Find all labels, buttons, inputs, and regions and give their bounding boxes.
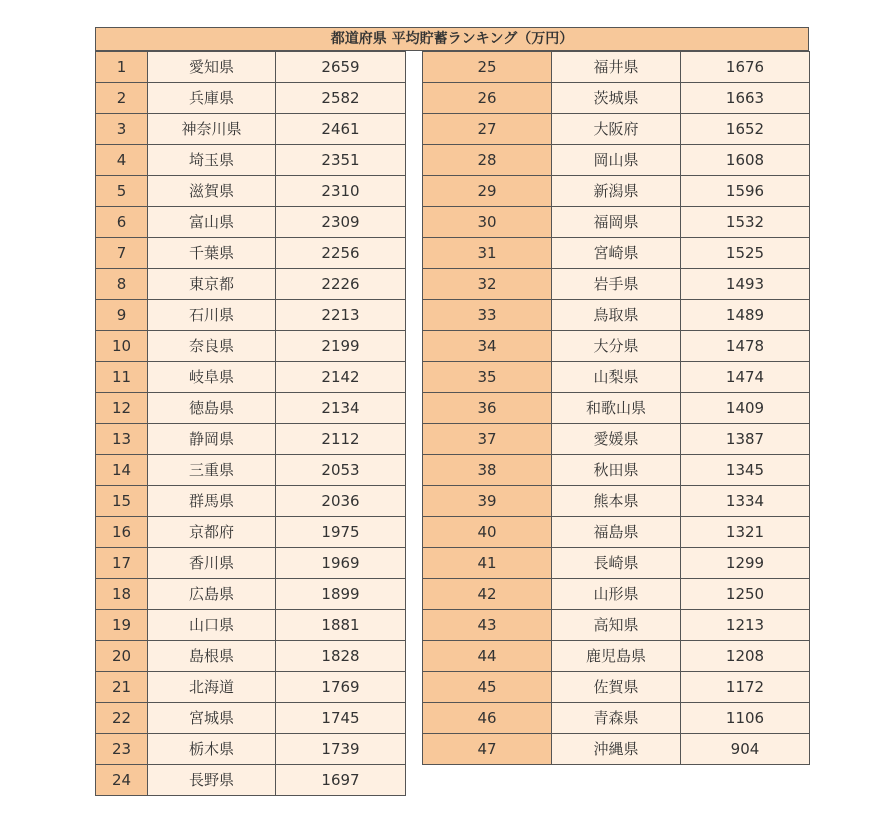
rank-cell: 2 bbox=[96, 83, 148, 114]
prefecture-cell: 静岡県 bbox=[148, 424, 276, 455]
rank-cell: 18 bbox=[96, 579, 148, 610]
rank-cell: 4 bbox=[96, 145, 148, 176]
rank-cell: 5 bbox=[96, 176, 148, 207]
rank-cell: 37 bbox=[423, 424, 552, 455]
prefecture-cell: 兵庫県 bbox=[148, 83, 276, 114]
rank-cell: 33 bbox=[423, 300, 552, 331]
savings-cell: 2461 bbox=[276, 114, 406, 145]
rank-cell: 9 bbox=[96, 300, 148, 331]
table-row bbox=[96, 176, 406, 207]
savings-cell: 2226 bbox=[276, 269, 406, 300]
savings-cell: 1321 bbox=[681, 517, 810, 548]
table-row bbox=[96, 641, 406, 672]
prefecture-cell: 岩手県 bbox=[552, 269, 681, 300]
table-row bbox=[96, 672, 406, 703]
savings-cell: 1208 bbox=[681, 641, 810, 672]
rank-cell: 28 bbox=[423, 145, 552, 176]
savings-cell: 2134 bbox=[276, 393, 406, 424]
prefecture-cell: 三重県 bbox=[148, 455, 276, 486]
savings-cell: 1596 bbox=[681, 176, 810, 207]
prefecture-cell: 滋賀県 bbox=[148, 176, 276, 207]
savings-cell: 1387 bbox=[681, 424, 810, 455]
rank-cell: 40 bbox=[423, 517, 552, 548]
table-row bbox=[96, 579, 406, 610]
table-row bbox=[423, 610, 810, 641]
savings-cell: 1532 bbox=[681, 207, 810, 238]
savings-cell: 1975 bbox=[276, 517, 406, 548]
prefecture-cell: 香川県 bbox=[148, 548, 276, 579]
savings-cell: 1106 bbox=[681, 703, 810, 734]
prefecture-cell: 熊本県 bbox=[552, 486, 681, 517]
ranking-table-right bbox=[422, 51, 810, 765]
savings-cell: 1478 bbox=[681, 331, 810, 362]
prefecture-cell: 石川県 bbox=[148, 300, 276, 331]
table-row bbox=[96, 765, 406, 796]
rank-cell: 11 bbox=[96, 362, 148, 393]
table-row bbox=[96, 610, 406, 641]
rank-cell: 41 bbox=[423, 548, 552, 579]
prefecture-cell: 埼玉県 bbox=[148, 145, 276, 176]
prefecture-cell: 群馬県 bbox=[148, 486, 276, 517]
table-row bbox=[423, 300, 810, 331]
savings-cell: 1608 bbox=[681, 145, 810, 176]
table-row bbox=[96, 362, 406, 393]
table-row bbox=[423, 734, 810, 765]
savings-cell: 1676 bbox=[681, 52, 810, 83]
prefecture-cell: 長野県 bbox=[148, 765, 276, 796]
rank-cell: 26 bbox=[423, 83, 552, 114]
table-row bbox=[423, 579, 810, 610]
prefecture-cell: 佐賀県 bbox=[552, 672, 681, 703]
rank-cell: 24 bbox=[96, 765, 148, 796]
savings-cell: 2213 bbox=[276, 300, 406, 331]
savings-cell: 1493 bbox=[681, 269, 810, 300]
prefecture-cell: 福井県 bbox=[552, 52, 681, 83]
rank-cell: 3 bbox=[96, 114, 148, 145]
rank-cell: 45 bbox=[423, 672, 552, 703]
prefecture-cell: 愛知県 bbox=[148, 52, 276, 83]
table-row bbox=[96, 207, 406, 238]
table-row bbox=[423, 83, 810, 114]
savings-cell: 1334 bbox=[681, 486, 810, 517]
rank-cell: 34 bbox=[423, 331, 552, 362]
rank-cell: 23 bbox=[96, 734, 148, 765]
rank-cell: 43 bbox=[423, 610, 552, 641]
table-row bbox=[423, 703, 810, 734]
table-row bbox=[423, 114, 810, 145]
prefecture-cell: 茨城県 bbox=[552, 83, 681, 114]
prefecture-cell: 富山県 bbox=[148, 207, 276, 238]
prefecture-cell: 和歌山県 bbox=[552, 393, 681, 424]
savings-cell: 2659 bbox=[276, 52, 406, 83]
rank-cell: 47 bbox=[423, 734, 552, 765]
prefecture-cell: 福島県 bbox=[552, 517, 681, 548]
table-row bbox=[96, 424, 406, 455]
rank-cell: 6 bbox=[96, 207, 148, 238]
table-row bbox=[96, 52, 406, 83]
prefecture-cell: 山梨県 bbox=[552, 362, 681, 393]
prefecture-cell: 徳島県 bbox=[148, 393, 276, 424]
table-row bbox=[423, 238, 810, 269]
ranking-table-left bbox=[95, 51, 406, 796]
prefecture-cell: 千葉県 bbox=[148, 238, 276, 269]
table-row bbox=[423, 672, 810, 703]
table-row bbox=[423, 517, 810, 548]
table-row bbox=[423, 424, 810, 455]
prefecture-cell: 秋田県 bbox=[552, 455, 681, 486]
savings-cell: 1745 bbox=[276, 703, 406, 734]
rank-cell: 7 bbox=[96, 238, 148, 269]
rank-cell: 35 bbox=[423, 362, 552, 393]
savings-cell: 2112 bbox=[276, 424, 406, 455]
prefecture-cell: 高知県 bbox=[552, 610, 681, 641]
prefecture-cell: 鳥取県 bbox=[552, 300, 681, 331]
rank-cell: 30 bbox=[423, 207, 552, 238]
prefecture-cell: 栃木県 bbox=[148, 734, 276, 765]
table-row bbox=[423, 176, 810, 207]
savings-cell: 2036 bbox=[276, 486, 406, 517]
table-row bbox=[96, 393, 406, 424]
prefecture-cell: 沖縄県 bbox=[552, 734, 681, 765]
savings-cell: 1969 bbox=[276, 548, 406, 579]
table-row bbox=[423, 207, 810, 238]
savings-cell: 2582 bbox=[276, 83, 406, 114]
rank-cell: 19 bbox=[96, 610, 148, 641]
table-row bbox=[423, 393, 810, 424]
savings-cell: 1299 bbox=[681, 548, 810, 579]
savings-cell: 1525 bbox=[681, 238, 810, 269]
savings-cell: 1769 bbox=[276, 672, 406, 703]
table-title: 都道府県 平均貯蓄ランキング（万円） bbox=[95, 27, 809, 51]
savings-cell: 2256 bbox=[276, 238, 406, 269]
savings-cell: 1250 bbox=[681, 579, 810, 610]
rank-cell: 32 bbox=[423, 269, 552, 300]
savings-cell: 2053 bbox=[276, 455, 406, 486]
prefecture-cell: 広島県 bbox=[148, 579, 276, 610]
prefecture-cell: 京都府 bbox=[148, 517, 276, 548]
prefecture-cell: 山形県 bbox=[552, 579, 681, 610]
rank-cell: 44 bbox=[423, 641, 552, 672]
rank-cell: 16 bbox=[96, 517, 148, 548]
rank-cell: 20 bbox=[96, 641, 148, 672]
table-row bbox=[96, 734, 406, 765]
rank-cell: 21 bbox=[96, 672, 148, 703]
table-row bbox=[96, 83, 406, 114]
rank-cell: 39 bbox=[423, 486, 552, 517]
savings-cell: 2142 bbox=[276, 362, 406, 393]
savings-cell: 1652 bbox=[681, 114, 810, 145]
savings-cell: 1899 bbox=[276, 579, 406, 610]
table-row bbox=[423, 331, 810, 362]
prefecture-cell: 岐阜県 bbox=[148, 362, 276, 393]
prefecture-cell: 奈良県 bbox=[148, 331, 276, 362]
table-row bbox=[96, 114, 406, 145]
savings-cell: 1213 bbox=[681, 610, 810, 641]
rank-cell: 38 bbox=[423, 455, 552, 486]
prefecture-cell: 新潟県 bbox=[552, 176, 681, 207]
rank-cell: 14 bbox=[96, 455, 148, 486]
savings-cell: 1172 bbox=[681, 672, 810, 703]
savings-cell: 1474 bbox=[681, 362, 810, 393]
prefecture-cell: 福岡県 bbox=[552, 207, 681, 238]
table-row bbox=[96, 548, 406, 579]
prefecture-cell: 大阪府 bbox=[552, 114, 681, 145]
savings-cell: 2310 bbox=[276, 176, 406, 207]
savings-cell: 1345 bbox=[681, 455, 810, 486]
savings-cell: 904 bbox=[681, 734, 810, 765]
rank-cell: 36 bbox=[423, 393, 552, 424]
prefecture-cell: 長崎県 bbox=[552, 548, 681, 579]
rank-cell: 42 bbox=[423, 579, 552, 610]
table-row bbox=[423, 548, 810, 579]
rank-cell: 31 bbox=[423, 238, 552, 269]
savings-cell: 1881 bbox=[276, 610, 406, 641]
savings-cell: 1739 bbox=[276, 734, 406, 765]
table-row bbox=[96, 269, 406, 300]
table-row bbox=[96, 145, 406, 176]
savings-cell: 1409 bbox=[681, 393, 810, 424]
table-row bbox=[96, 455, 406, 486]
rank-cell: 22 bbox=[96, 703, 148, 734]
table-row bbox=[96, 331, 406, 362]
rank-cell: 12 bbox=[96, 393, 148, 424]
rank-cell: 25 bbox=[423, 52, 552, 83]
rank-cell: 8 bbox=[96, 269, 148, 300]
savings-cell: 1828 bbox=[276, 641, 406, 672]
rank-cell: 17 bbox=[96, 548, 148, 579]
prefecture-cell: 大分県 bbox=[552, 331, 681, 362]
prefecture-cell: 宮崎県 bbox=[552, 238, 681, 269]
table-row bbox=[423, 641, 810, 672]
savings-cell: 2199 bbox=[276, 331, 406, 362]
prefecture-cell: 愛媛県 bbox=[552, 424, 681, 455]
table-row bbox=[423, 362, 810, 393]
prefecture-cell: 東京都 bbox=[148, 269, 276, 300]
rank-cell: 15 bbox=[96, 486, 148, 517]
table-row bbox=[423, 455, 810, 486]
prefecture-cell: 岡山県 bbox=[552, 145, 681, 176]
savings-cell: 1663 bbox=[681, 83, 810, 114]
table-row bbox=[96, 517, 406, 548]
rank-cell: 27 bbox=[423, 114, 552, 145]
table-row bbox=[96, 486, 406, 517]
rank-cell: 29 bbox=[423, 176, 552, 207]
prefecture-cell: 青森県 bbox=[552, 703, 681, 734]
table-row bbox=[96, 703, 406, 734]
table-row bbox=[423, 269, 810, 300]
prefecture-cell: 神奈川県 bbox=[148, 114, 276, 145]
savings-cell: 2351 bbox=[276, 145, 406, 176]
table-row bbox=[423, 486, 810, 517]
table-row bbox=[423, 145, 810, 176]
prefecture-cell: 山口県 bbox=[148, 610, 276, 641]
savings-cell: 1697 bbox=[276, 765, 406, 796]
rank-cell: 1 bbox=[96, 52, 148, 83]
prefecture-cell: 島根県 bbox=[148, 641, 276, 672]
rank-cell: 10 bbox=[96, 331, 148, 362]
prefecture-cell: 鹿児島県 bbox=[552, 641, 681, 672]
rank-cell: 46 bbox=[423, 703, 552, 734]
savings-cell: 2309 bbox=[276, 207, 406, 238]
prefecture-cell: 宮城県 bbox=[148, 703, 276, 734]
table-row bbox=[96, 238, 406, 269]
savings-cell: 1489 bbox=[681, 300, 810, 331]
table-row bbox=[423, 52, 810, 83]
rank-cell: 13 bbox=[96, 424, 148, 455]
prefecture-cell: 北海道 bbox=[148, 672, 276, 703]
table-row bbox=[96, 300, 406, 331]
